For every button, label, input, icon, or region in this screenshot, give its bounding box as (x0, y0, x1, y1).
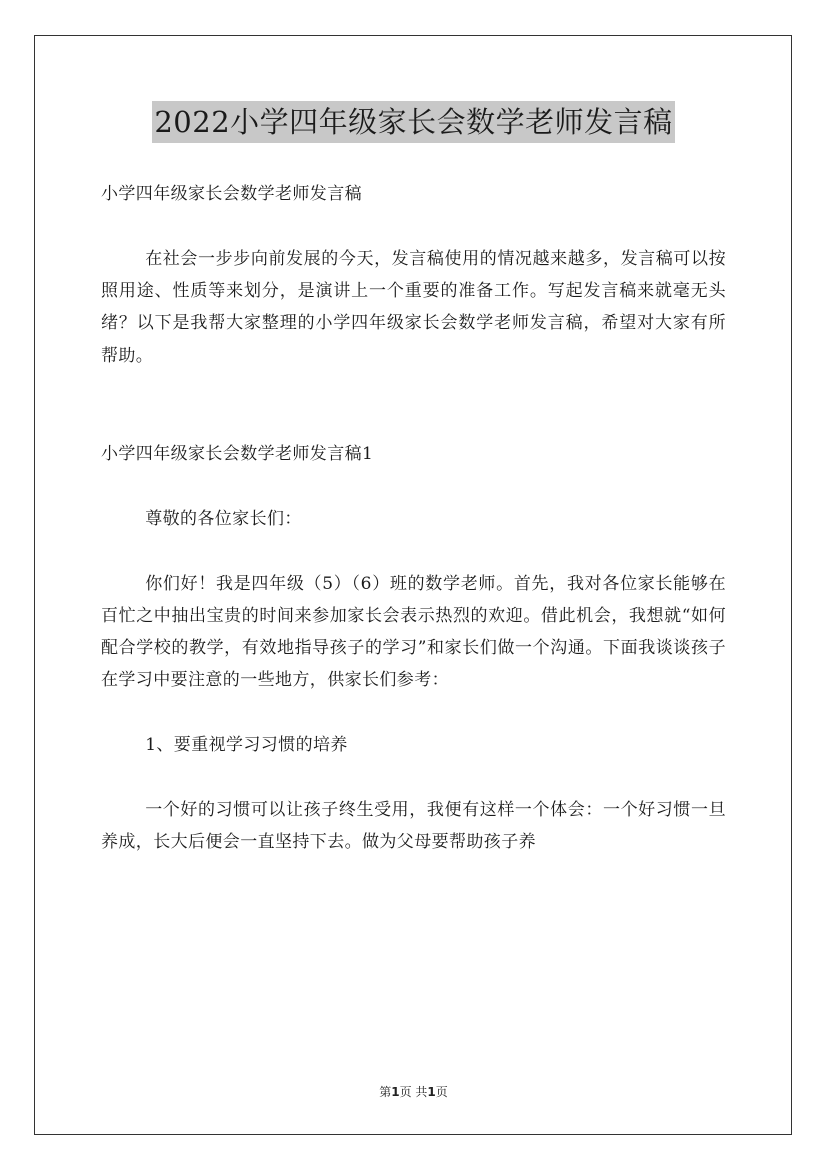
document-body (101, 178, 726, 859)
intro-paragraph: 在社会一步步向前发展的今天，发言稿使用的情况越来越多，发言稿可以按照用途、性质等来划分，是演讲上一个重要的准备工作。写起发言稿来就毫无头绪？以下是我帮大家整理的小学四年级家长会数学老师发言稿，希望对大家有所帮助。 (101, 248, 726, 366)
footer-page-prefix: 第 (379, 1085, 392, 1099)
greeting: 尊敬的各位家长们： (145, 508, 302, 529)
paragraph-1: 你们好！我是四年级（5）（6）班的数学老师。首先，我对各位家长能够在百忙之中抽出宝贵的时间来参加家长会表示热烈的欢迎。借此机会，我想就“如何配合学校的教学，有效地指导孩子的学习”和家长们做一个沟通。下面我谈谈孩子在学习中要注意的一些地方，供家长们参考： (101, 573, 726, 691)
subtitle: 小学四年级家长会数学老师发言稿 (101, 184, 362, 204)
page-footer (0, 1083, 827, 1100)
footer-page-current: 1 (391, 1085, 400, 1099)
title-container (0, 101, 827, 143)
footer-page-suffix: 页 (435, 1085, 448, 1099)
footer-page-mid: 页 共 (399, 1085, 428, 1099)
paragraph-2: 一个好的习惯可以让孩子终生受用，我便有这样一个体会：一个好习惯一旦养成，长大后便会一直坚持下去。做为父母要帮助孩子养 (101, 800, 726, 853)
point-1-heading: 1、要重视学习习惯的培养 (145, 735, 348, 756)
section-heading: 小学四年级家长会数学老师发言稿1 (101, 443, 374, 464)
footer-page-total: 1 (427, 1085, 436, 1099)
document-title: 2022小学四年级家长会数学老师发言稿 (152, 101, 674, 143)
